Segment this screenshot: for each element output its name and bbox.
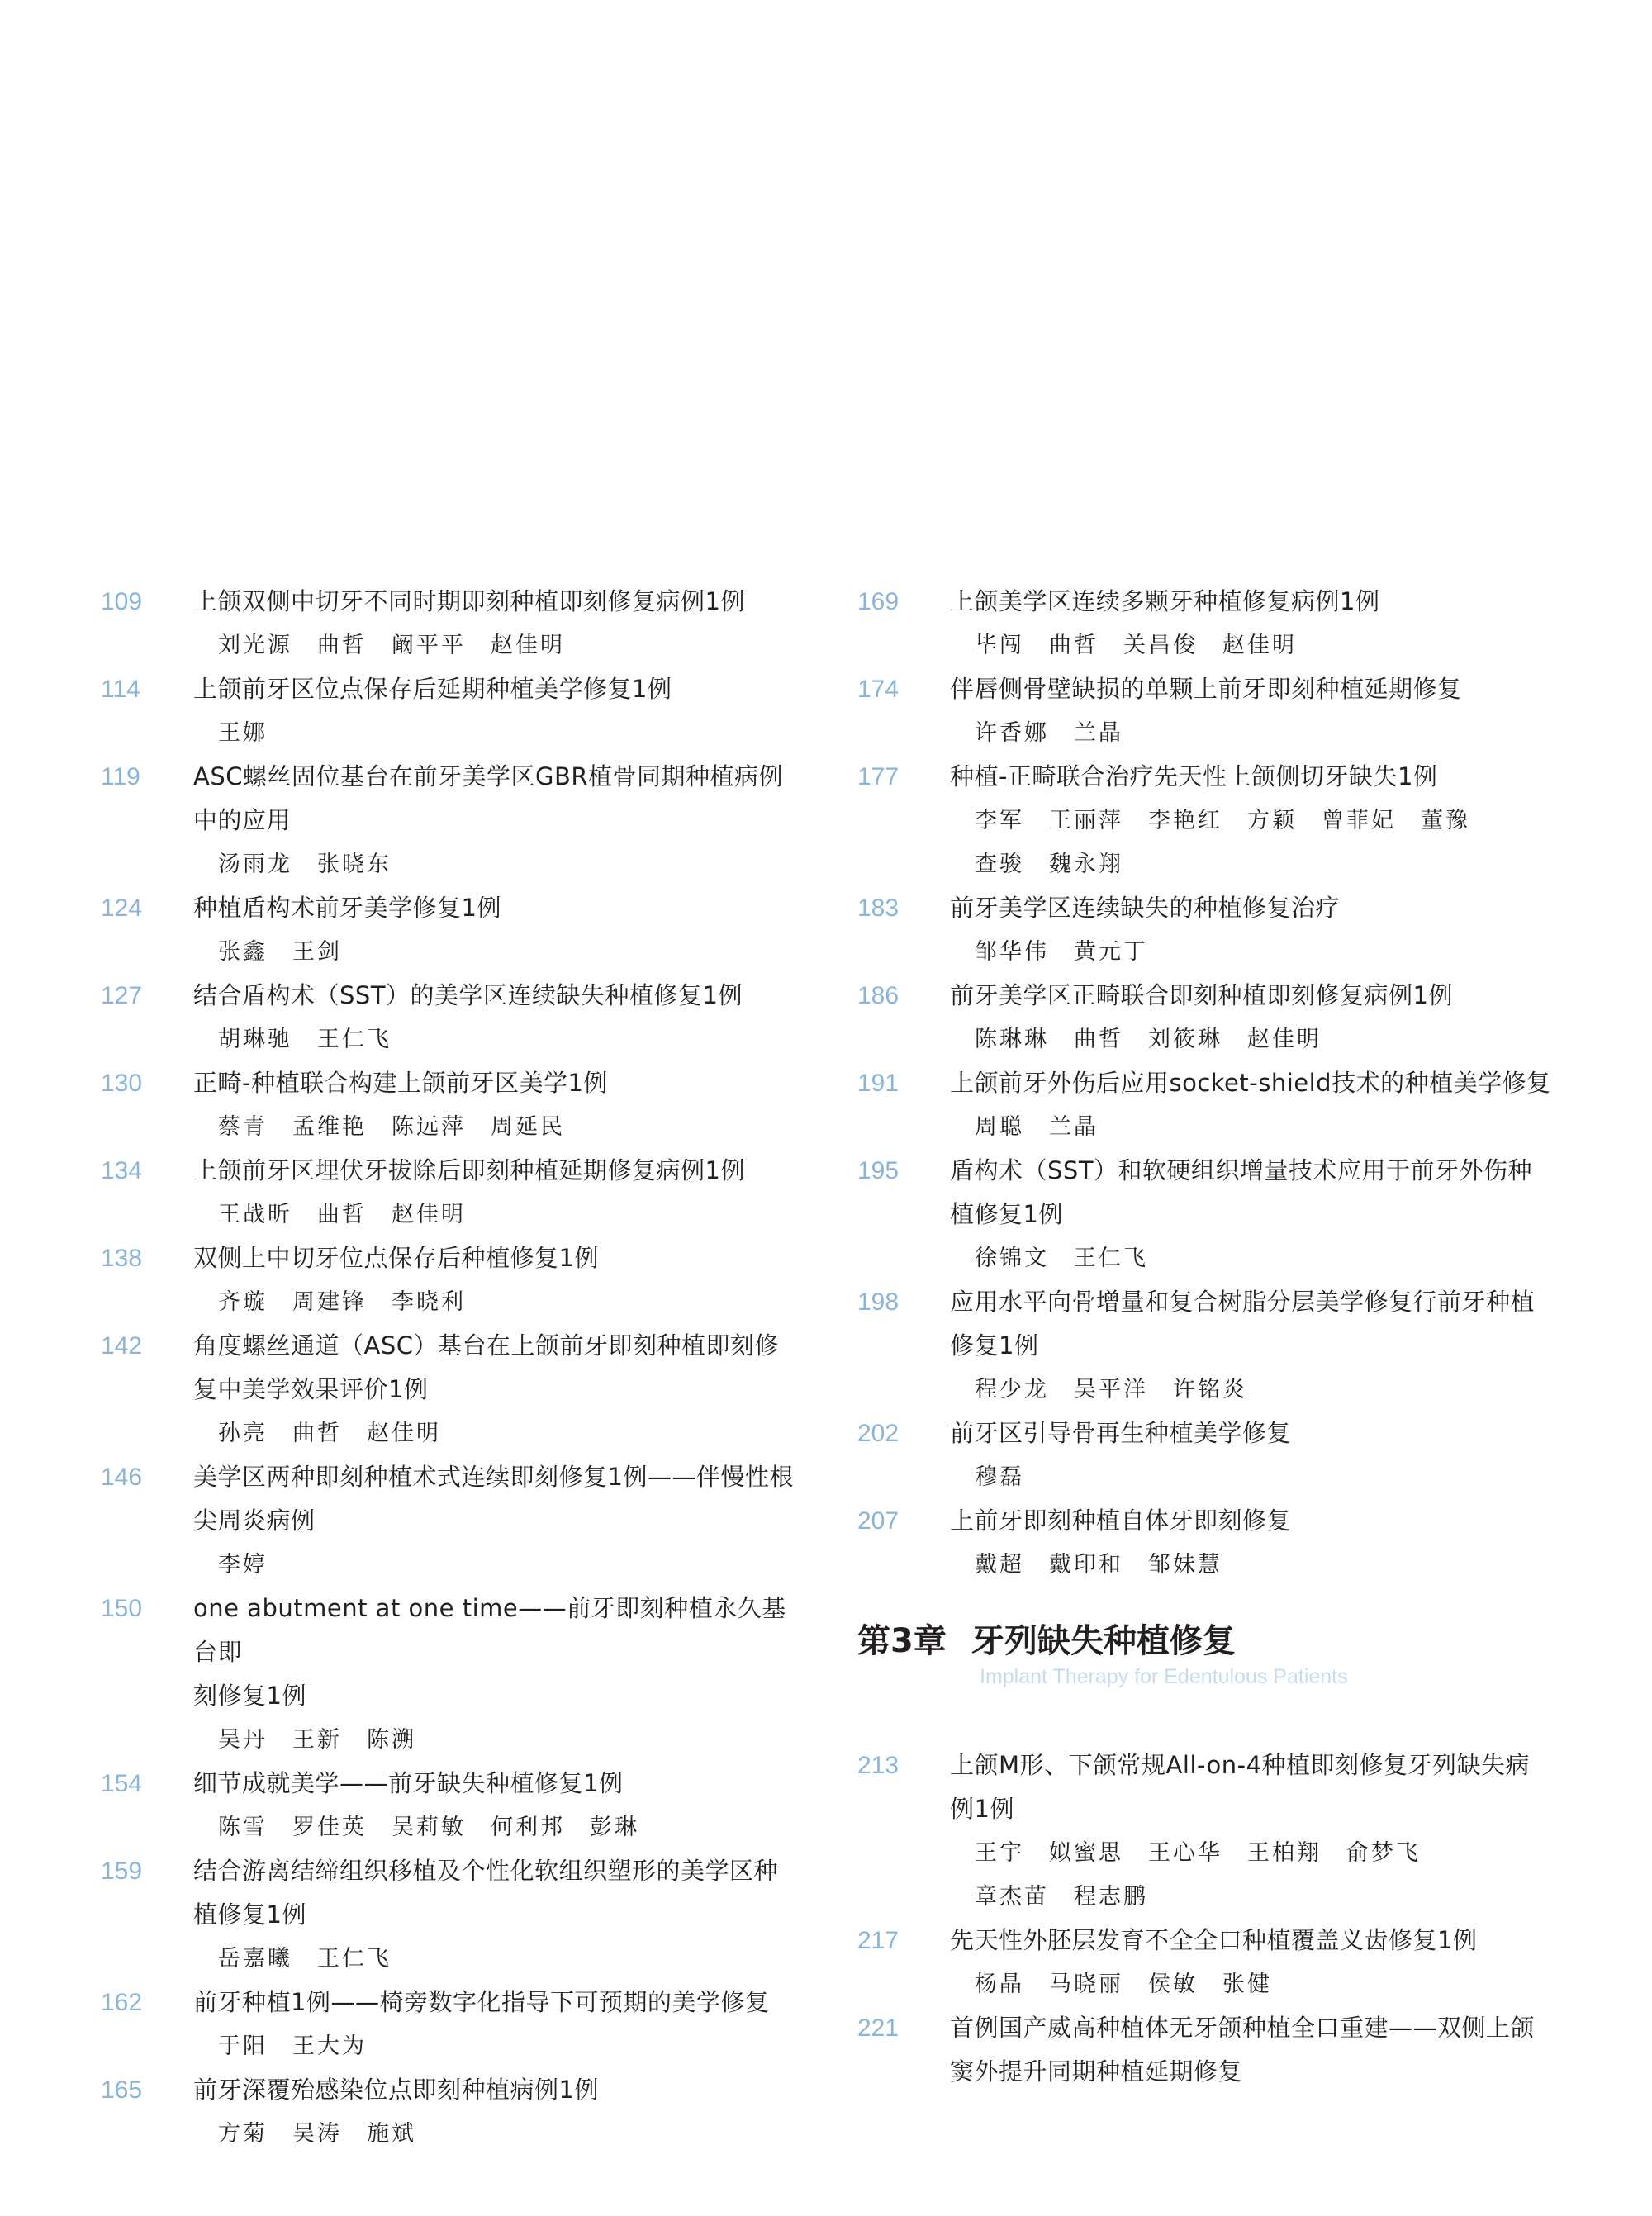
page-number: 169 (857, 588, 900, 615)
author-name: 曲哲 (1049, 633, 1099, 658)
entry-title-line: 先天性外胚层发育不全全口种植覆盖义齿修复1例 (950, 1926, 1478, 1954)
entry-authors (975, 1236, 1551, 1280)
author-name: 程志鹏 (1074, 1884, 1148, 1910)
entry-authors (218, 842, 795, 886)
entry-title-line: 窦外提升同期种植延期修复 (950, 2057, 1243, 2086)
toc-entry[interactable] (857, 1744, 1551, 1919)
author-name: 罗佳英 (292, 1815, 367, 1840)
author-name: 姒蜜思 (1049, 1840, 1123, 1866)
entry-authors (218, 711, 795, 755)
entry-authors (218, 1937, 795, 1981)
author-name: 王大为 (292, 2033, 367, 2059)
entry-title-line: 前牙美学区正畸联合即刻种植即刻修复病例1例 (950, 981, 1453, 1009)
author-name: 赵佳明 (1247, 1027, 1322, 1052)
author-name: 王仁飞 (1074, 1246, 1148, 1271)
author-name: 蔡青 (218, 1114, 268, 1140)
toc-entry[interactable] (101, 1849, 795, 1981)
chapter-heading (857, 1618, 1551, 1664)
entry-authors (975, 1962, 1551, 2006)
entry-authors (975, 624, 1551, 667)
entry-title-line: 美学区两种即刻种植术式连续即刻修复1例——伴慢性根 (193, 1463, 794, 1491)
entry-title-line: 例1例 (950, 1795, 1014, 1823)
author-name: 赵佳明 (367, 1421, 441, 1446)
author-name: 方颖 (1247, 808, 1297, 833)
page-number: 114 (101, 676, 140, 703)
page-number: 150 (101, 1595, 143, 1622)
entry-authors (218, 1018, 795, 1061)
toc-entry[interactable] (857, 2006, 1551, 2094)
toc-entry[interactable] (857, 1149, 1551, 1280)
entry-title-line: 细节成就美学——前牙缺失种植修复1例 (193, 1769, 624, 1797)
page-number: 165 (101, 2076, 143, 2104)
page-number: 177 (857, 763, 900, 790)
entry-title-line: ASC螺丝固位基台在前牙美学区GBR植骨同期种植病例 (193, 762, 784, 790)
entry-title-line: 盾构术（SST）和软硬组织增量技术应用于前牙外伤种 (950, 1156, 1533, 1184)
author-name: 王战昕 (218, 1202, 292, 1227)
entry-authors (975, 1455, 1551, 1499)
entry-authors (218, 930, 795, 974)
author-name: 孙亮 (218, 1421, 268, 1446)
page-number: 195 (857, 1157, 900, 1184)
entry-authors (975, 1543, 1551, 1587)
toc-entry[interactable] (857, 1499, 1551, 1587)
page-number: 207 (857, 1507, 900, 1535)
author-name: 何利邦 (491, 1815, 565, 1840)
toc-entry[interactable] (857, 974, 1551, 1061)
entry-authors (975, 1018, 1551, 1061)
entry-title-line: 上颌美学区连续多颗牙种植修复病例1例 (950, 587, 1380, 615)
entry-title-line: 前牙深覆殆感染位点即刻种植病例1例 (193, 2076, 599, 2104)
author-name: 王仁飞 (317, 1027, 392, 1052)
toc-entry[interactable] (101, 755, 795, 886)
entry-title-line: 复中美学效果评价1例 (193, 1375, 429, 1403)
author-name: 曲哲 (1074, 1027, 1123, 1052)
page-number: 142 (101, 1332, 143, 1359)
author-name: 董豫 (1421, 808, 1470, 833)
author-name: 李艳红 (1148, 808, 1222, 833)
author-name: 刘筱琳 (1148, 1027, 1222, 1052)
author-name: 赵佳明 (1222, 633, 1297, 658)
entry-title-line: 上颌M形、下颌常规All-on-4种植即刻修复牙列缺失病 (950, 1751, 1531, 1779)
entry-authors (218, 2112, 795, 2156)
entry-title-line: 尖周炎病例 (193, 1507, 316, 1535)
toc-entry[interactable] (857, 755, 1551, 886)
entry-title-line: 上颌前牙外伤后应用socket-shield技术的种植美学修复 (950, 1069, 1551, 1097)
entry-title-line: 前牙美学区连续缺失的种植修复治疗 (950, 894, 1341, 922)
author-name: 许香娜 (975, 720, 1049, 746)
entry-title-line: 植修复1例 (950, 1200, 1063, 1228)
page-number: 221 (857, 2014, 900, 2042)
author-name: 王新 (292, 1727, 342, 1753)
author-name: 陈溯 (367, 1727, 416, 1753)
chapter-subtitle: Implant Therapy for Edentulous Patients (980, 1665, 1348, 1688)
page-number: 109 (101, 588, 143, 615)
entry-title-line: 前牙区引导骨再生种植美学修复 (950, 1419, 1292, 1447)
entry-title-line: 植修复1例 (193, 1900, 306, 1929)
author-name: 王丽萍 (1049, 808, 1123, 833)
entry-title-line: 双侧上中切牙位点保存后种植修复1例 (193, 1244, 599, 1272)
author-name: 徐锦文 (975, 1246, 1049, 1271)
author-name: 王柏翔 (1247, 1840, 1322, 1866)
author-name: 戴超 (975, 1552, 1024, 1578)
author-name: 李婷 (218, 1552, 268, 1578)
page-number: 198 (857, 1288, 900, 1316)
author-name: 周聪 (975, 1114, 1024, 1140)
author-name: 陈雪 (218, 1815, 268, 1840)
entry-title-line: 正畸-种植联合构建上颌前牙区美学1例 (193, 1069, 608, 1097)
author-name: 曲哲 (292, 1421, 342, 1446)
page-number: 162 (101, 1989, 143, 2016)
author-name: 彭琳 (590, 1815, 639, 1840)
page-number: 186 (857, 982, 900, 1009)
entry-title-line: 上前牙即刻种植自体牙即刻修复 (950, 1507, 1292, 1535)
author-name: 曲哲 (317, 1202, 367, 1227)
toc-entry[interactable] (857, 580, 1551, 667)
page-number: 146 (101, 1464, 143, 1491)
entry-title-line: one abutment at one time——前牙即刻种植永久基台即 (193, 1594, 786, 1666)
author-name: 侯敏 (1148, 1972, 1198, 1997)
entry-title-line: 修复1例 (950, 1331, 1039, 1359)
entry-authors (975, 1105, 1551, 1149)
toc-entry[interactable] (101, 667, 795, 755)
author-name: 程少龙 (975, 1377, 1049, 1402)
entry-title-line: 刻修复1例 (193, 1682, 306, 1710)
author-name: 张健 (1222, 1972, 1272, 1997)
entry-title-line: 角度螺丝通道（ASC）基台在上颌前牙即刻种植即刻修 (193, 1331, 779, 1359)
entry-title-line: 上颌前牙区埋伏牙拔除后即刻种植延期修复病例1例 (193, 1156, 745, 1184)
entry-authors (218, 1280, 795, 1324)
entry-authors (218, 2024, 795, 2068)
toc-entry[interactable] (101, 580, 795, 667)
entry-authors (218, 1806, 795, 1849)
entry-title-line: 前牙种植1例——椅旁数字化指导下可预期的美学修复 (193, 1988, 770, 2016)
toc-entry[interactable] (101, 1324, 795, 1455)
author-name: 李晓利 (392, 1289, 466, 1315)
author-name: 兰晶 (1074, 720, 1123, 746)
toc-list-right (857, 580, 1551, 1587)
page-number: 130 (101, 1070, 143, 1097)
toc-entry[interactable] (101, 1061, 795, 1149)
author-name: 马晓丽 (1049, 1972, 1123, 1997)
entry-authors (975, 1831, 1551, 1875)
author-name: 于阳 (218, 2033, 268, 2059)
entry-authors (975, 799, 1551, 842)
page-number: 174 (857, 676, 900, 703)
author-name: 兰晶 (1049, 1114, 1099, 1140)
author-name: 黄元丁 (1074, 939, 1148, 965)
toc-entry[interactable] (857, 1061, 1551, 1149)
author-name: 王仁飞 (317, 1946, 392, 1972)
author-name: 方菊 (218, 2121, 268, 2147)
page-number: 191 (857, 1070, 900, 1097)
author-name: 王娜 (218, 720, 268, 746)
author-name: 王心华 (1148, 1840, 1222, 1866)
toc-entry[interactable] (101, 1236, 795, 1324)
author-name: 王宇 (975, 1840, 1024, 1866)
page-number: 213 (857, 1752, 900, 1779)
toc-entry[interactable] (101, 1149, 795, 1236)
author-name: 赵佳明 (491, 633, 565, 658)
author-name: 齐璇 (218, 1289, 268, 1315)
entry-authors (218, 624, 795, 667)
author-name: 李军 (975, 808, 1024, 833)
toc-entry[interactable] (101, 974, 795, 1061)
author-name: 查骏 (975, 852, 1024, 877)
entry-authors (975, 711, 1551, 755)
entry-authors (218, 1718, 795, 1762)
entry-title-line: 结合游离结缔组织移植及个性化软组织塑形的美学区种 (193, 1857, 779, 1885)
author-name: 岳嘉曦 (218, 1946, 292, 1972)
author-name: 曲哲 (317, 633, 367, 658)
toc-entry[interactable] (101, 886, 795, 974)
author-name: 曾菲妃 (1322, 808, 1396, 833)
page-number: 154 (101, 1770, 143, 1797)
page-number: 124 (101, 894, 143, 922)
toc-column-left (101, 580, 795, 2156)
author-name: 张晓东 (317, 852, 392, 877)
author-name: 陈琳琳 (975, 1027, 1049, 1052)
author-name: 吴平洋 (1074, 1377, 1148, 1402)
author-name: 周建锋 (292, 1289, 367, 1315)
author-name: 毕闯 (975, 633, 1024, 658)
toc-entry[interactable] (857, 886, 1551, 974)
entry-title-line: 种植-正畸联合治疗先天性上颌侧切牙缺失1例 (950, 762, 1438, 790)
toc-column-right (857, 580, 1551, 2094)
author-name: 魏永翔 (1049, 852, 1123, 877)
author-name: 章杰苗 (975, 1884, 1049, 1910)
toc-entry[interactable] (857, 1919, 1551, 2006)
author-name: 关昌俊 (1123, 633, 1198, 658)
toc-entry[interactable] (101, 2068, 795, 2156)
entry-authors (975, 1875, 1551, 1919)
entry-title-line: 上颌双侧中切牙不同时期即刻种植即刻修复病例1例 (193, 587, 745, 615)
author-name: 杨晶 (975, 1972, 1024, 1997)
toc-entry[interactable] (857, 667, 1551, 755)
entry-title-line: 上颌前牙区位点保存后延期种植美学修复1例 (193, 675, 672, 703)
page-number: 183 (857, 894, 900, 922)
author-name: 邹华伟 (975, 939, 1049, 965)
entry-title-line: 结合盾构术（SST）的美学区连续缺失种植修复1例 (193, 981, 743, 1009)
author-name: 吴涛 (292, 2121, 342, 2147)
author-name: 许铭炎 (1173, 1377, 1247, 1402)
toc-entry[interactable] (857, 1412, 1551, 1499)
entry-title-line: 中的应用 (193, 806, 292, 834)
chapter-header (857, 1618, 1551, 1689)
author-name: 穆磊 (975, 1464, 1024, 1490)
author-name: 戴印和 (1049, 1552, 1123, 1578)
entry-authors (975, 842, 1551, 886)
entry-title-line: 种植盾构术前牙美学修复1例 (193, 894, 501, 922)
author-name: 吴丹 (218, 1727, 268, 1753)
page-number: 202 (857, 1420, 900, 1447)
entry-authors (218, 1543, 795, 1587)
author-name: 赵佳明 (392, 1202, 466, 1227)
toc-entry[interactable] (101, 1981, 795, 2068)
author-name: 俞梦飞 (1346, 1840, 1421, 1866)
author-name: 周延民 (491, 1114, 565, 1140)
toc-list-chapter (857, 1744, 1551, 2094)
author-name: 陈远萍 (392, 1114, 466, 1140)
entry-title-line: 伴唇侧骨壁缺损的单颗上前牙即刻种植延期修复 (950, 675, 1462, 703)
entry-authors (975, 1368, 1551, 1412)
chapter-title: 牙列缺失种植修复 (971, 1622, 1236, 1660)
author-name: 吴莉敏 (392, 1815, 466, 1840)
author-name: 汤雨龙 (218, 852, 292, 877)
author-name: 孟维艳 (292, 1114, 367, 1140)
entry-authors (218, 1412, 795, 1455)
author-name: 刘光源 (218, 633, 292, 658)
page-number: 119 (101, 763, 140, 790)
toc-entry[interactable] (857, 1280, 1551, 1412)
toc-entry[interactable] (101, 1587, 795, 1762)
page-number: 217 (857, 1927, 900, 1954)
toc-entry[interactable] (101, 1455, 795, 1587)
entry-authors (975, 930, 1551, 974)
entry-title-line: 应用水平向骨增量和复合树脂分层美学修复行前牙种植 (950, 1288, 1536, 1316)
page-number: 127 (101, 982, 143, 1009)
chapter-label: 第3章 (857, 1622, 947, 1660)
author-name: 王剑 (292, 939, 342, 965)
author-name: 阚平平 (392, 633, 466, 658)
entry-title-line: 首例国产威高种植体无牙颌种植全口重建——双侧上颌 (950, 2014, 1536, 2042)
toc-entry[interactable] (101, 1762, 795, 1849)
entry-authors (218, 1105, 795, 1149)
author-name: 胡琳驰 (218, 1027, 292, 1052)
page-number: 138 (101, 1245, 143, 1272)
author-name: 施斌 (367, 2121, 416, 2147)
page-number: 159 (101, 1858, 143, 1885)
author-name: 邹妹慧 (1148, 1552, 1222, 1578)
author-name: 张鑫 (218, 939, 268, 965)
page-number: 134 (101, 1157, 143, 1184)
entry-authors (218, 1193, 795, 1236)
